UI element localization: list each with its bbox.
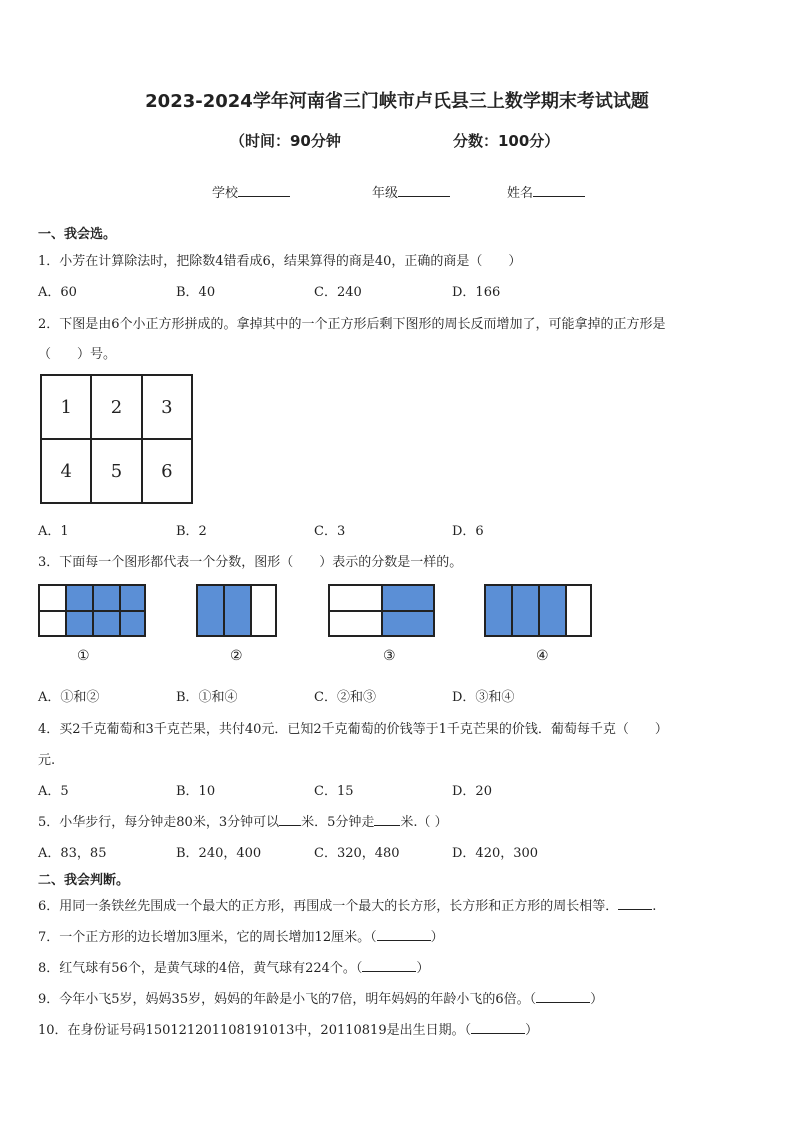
question-2-cont: （ ）号。 xyxy=(38,347,117,362)
question-5 xyxy=(38,811,448,830)
q5-text-b: 米．5分钟走 xyxy=(301,815,375,830)
q5-blank-1[interactable] xyxy=(279,825,301,826)
figure-label-3: ③ xyxy=(383,648,396,664)
school-field[interactable] xyxy=(212,182,290,201)
question-4-cont: 元. xyxy=(38,753,56,768)
q3-option-b[interactable]: B．①和④ xyxy=(176,690,238,705)
q9-answer-blank[interactable] xyxy=(536,1002,590,1003)
section-1-heading: 一、我会选。 xyxy=(38,227,117,242)
name-label: 姓名 xyxy=(507,186,534,201)
q1-option-c[interactable]: C．240 xyxy=(314,285,362,300)
q3-option-d[interactable]: D．③和④ xyxy=(452,690,515,705)
q5-option-a[interactable]: A．83，85 xyxy=(38,846,107,861)
q5-text-a: 5．小华步行，每分钟走80米，3分钟可以 xyxy=(38,815,280,830)
q5-text-c: 米.（ ） xyxy=(400,815,448,830)
question-7 xyxy=(38,926,444,945)
q3-option-c[interactable]: C．②和③ xyxy=(314,690,376,705)
question-10 xyxy=(38,1019,538,1038)
exam-time: （时间：90分钟 xyxy=(230,132,341,150)
q8-text: 8．红气球有56个，是黄气球的4倍，黄气球有224个。（ xyxy=(38,961,363,976)
q5-option-d[interactable]: D．420，300 xyxy=(452,846,539,861)
square-5: 5 xyxy=(91,439,141,503)
question-1: 1．小芳在计算除法时，把除数4错看成6，结果算得的商是40，正确的商是（ ） xyxy=(38,254,522,269)
q4-option-a[interactable]: A．5 xyxy=(38,784,69,799)
school-blank[interactable] xyxy=(238,184,290,197)
square-6: 6 xyxy=(142,439,192,503)
q6-end: . xyxy=(652,899,657,914)
fraction-figure-1 xyxy=(38,584,146,637)
question-4: 4．买2千克葡萄和3千克芒果，共付40元．已知2千克葡萄的价钱等于1千克芒果的价钱．葡萄每千克（ ） xyxy=(38,722,668,737)
q3-option-a[interactable]: A．①和② xyxy=(38,690,100,705)
q4-option-d[interactable]: D．20 xyxy=(452,784,492,799)
q4-option-c[interactable]: C．15 xyxy=(314,784,354,799)
figure-label-1: ① xyxy=(77,648,90,664)
q2-option-d[interactable]: D．6 xyxy=(452,524,484,539)
six-square-figure xyxy=(40,374,193,504)
question-2: 2．下图是由6个小正方形拼成的。拿掉其中的一个正方形后剩下图形的周长反而增加了，可能拿掉的正方形是 xyxy=(38,317,666,332)
q2-option-a[interactable]: A．1 xyxy=(38,524,69,539)
q2-option-c[interactable]: C．3 xyxy=(314,524,346,539)
square-2: 2 xyxy=(91,375,141,439)
question-8 xyxy=(38,957,429,976)
q7-end: ） xyxy=(430,930,444,945)
section-2-heading: 二、我会判断。 xyxy=(38,873,130,888)
question-9 xyxy=(38,988,603,1007)
q9-text: 9．今年小飞5岁，妈妈35岁，妈妈的年龄是小飞的7倍，明年妈妈的年龄小飞的6倍。（ xyxy=(38,992,537,1007)
fraction-figure-2 xyxy=(196,584,277,637)
square-1: 1 xyxy=(41,375,91,439)
q1-option-b[interactable]: B．40 xyxy=(176,285,216,300)
fraction-figure-3 xyxy=(328,584,435,637)
school-label: 学校 xyxy=(212,186,239,201)
q4-option-b[interactable]: B．10 xyxy=(176,784,216,799)
figure-label-4: ④ xyxy=(536,648,549,664)
q10-answer-blank[interactable] xyxy=(471,1033,525,1034)
exam-score: 分数：100分） xyxy=(453,132,560,150)
q5-blank-2[interactable] xyxy=(374,825,400,826)
grade-field[interactable] xyxy=(372,182,450,201)
q9-end: ） xyxy=(590,992,604,1007)
question-6 xyxy=(38,895,656,914)
q6-answer-blank[interactable] xyxy=(618,909,652,910)
q10-end: ） xyxy=(525,1023,539,1038)
name-field[interactable] xyxy=(507,182,585,201)
q8-end: ） xyxy=(416,961,430,976)
grade-blank[interactable] xyxy=(398,184,450,197)
q5-option-b[interactable]: B．240，400 xyxy=(176,846,262,861)
square-4: 4 xyxy=(41,439,91,503)
square-3: 3 xyxy=(142,375,192,439)
q7-answer-blank[interactable] xyxy=(377,940,431,941)
q10-text: 10．在身份证号码150121201108191013中，20110819是出生日期。（ xyxy=(38,1023,472,1038)
q6-text: 6．用同一条铁丝先围成一个最大的正方形，再围成一个最大的长方形，长方形和正方形的周长相等． xyxy=(38,899,619,914)
q1-option-a[interactable]: A．60 xyxy=(38,285,77,300)
page-title: 2023-2024学年河南省三门峡市卢氏县三上数学期末考试试题 xyxy=(145,91,649,112)
q8-answer-blank[interactable] xyxy=(362,971,416,972)
grade-label: 年级 xyxy=(372,186,399,201)
fraction-figure-4 xyxy=(484,584,592,637)
question-3: 3．下面每一个图形都代表一个分数，图形（ ）表示的分数是一样的。 xyxy=(38,555,463,570)
q2-option-b[interactable]: B．2 xyxy=(176,524,207,539)
name-blank[interactable] xyxy=(533,184,585,197)
q7-text: 7．一个正方形的边长增加3厘米，它的周长增加12厘米。（ xyxy=(38,930,377,945)
figure-label-2: ② xyxy=(230,648,243,664)
q5-option-c[interactable]: C．320，480 xyxy=(314,846,400,861)
q1-option-d[interactable]: D．166 xyxy=(452,285,501,300)
